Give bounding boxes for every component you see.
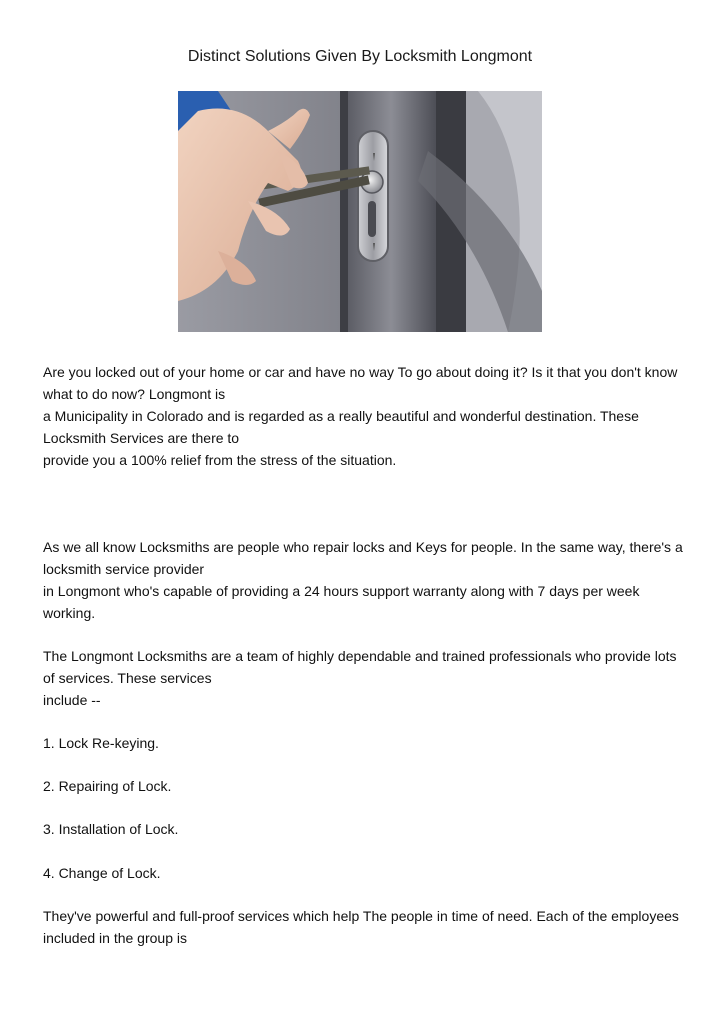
paragraph-line: The Longmont Locksmiths are a team of highly dependable and trained professionals who provide lots of services. These services	[43, 648, 677, 686]
service-list-item: 1. Lock Re-keying.	[43, 735, 159, 751]
service-list-item: 2. Repairing of Lock.	[43, 778, 172, 794]
service-list-item: 4. Change of Lock.	[43, 865, 161, 881]
locksmith-paragraph	[43, 536, 683, 624]
paragraph-line: provide you a 100% relief from the stress of the situation.	[43, 452, 397, 468]
paragraph-line: As we all know Locksmiths are people who repair locks and Keys for people. In the same way, there's a locksmith service provider	[43, 539, 683, 577]
service-list-item: 3. Installation of Lock.	[43, 821, 179, 837]
paragraph-line: in Longmont who's capable of providing a 24 hours support warranty along with 7 days per week working.	[43, 583, 640, 621]
paragraph-line: They've powerful and full-proof services which help The people in time of need. Each of the employees included in the group is	[43, 908, 679, 946]
closing-paragraph	[43, 905, 683, 949]
lock-picking-photo	[178, 91, 542, 332]
paragraph-line: Are you locked out of your home or car and have no way To go about doing it? Is it that you don't know what to do now? Longmont is	[43, 364, 678, 402]
paragraph-line: include --	[43, 692, 101, 708]
intro-paragraph	[43, 361, 683, 471]
page-title: Distinct Solutions Given By Locksmith Longmont	[187, 48, 533, 65]
services-intro-paragraph	[43, 645, 683, 711]
paragraph-line: a Municipality in Colorado and is regarded as a really beautiful and wonderful destination. These Locksmith Services are there to	[43, 408, 639, 446]
